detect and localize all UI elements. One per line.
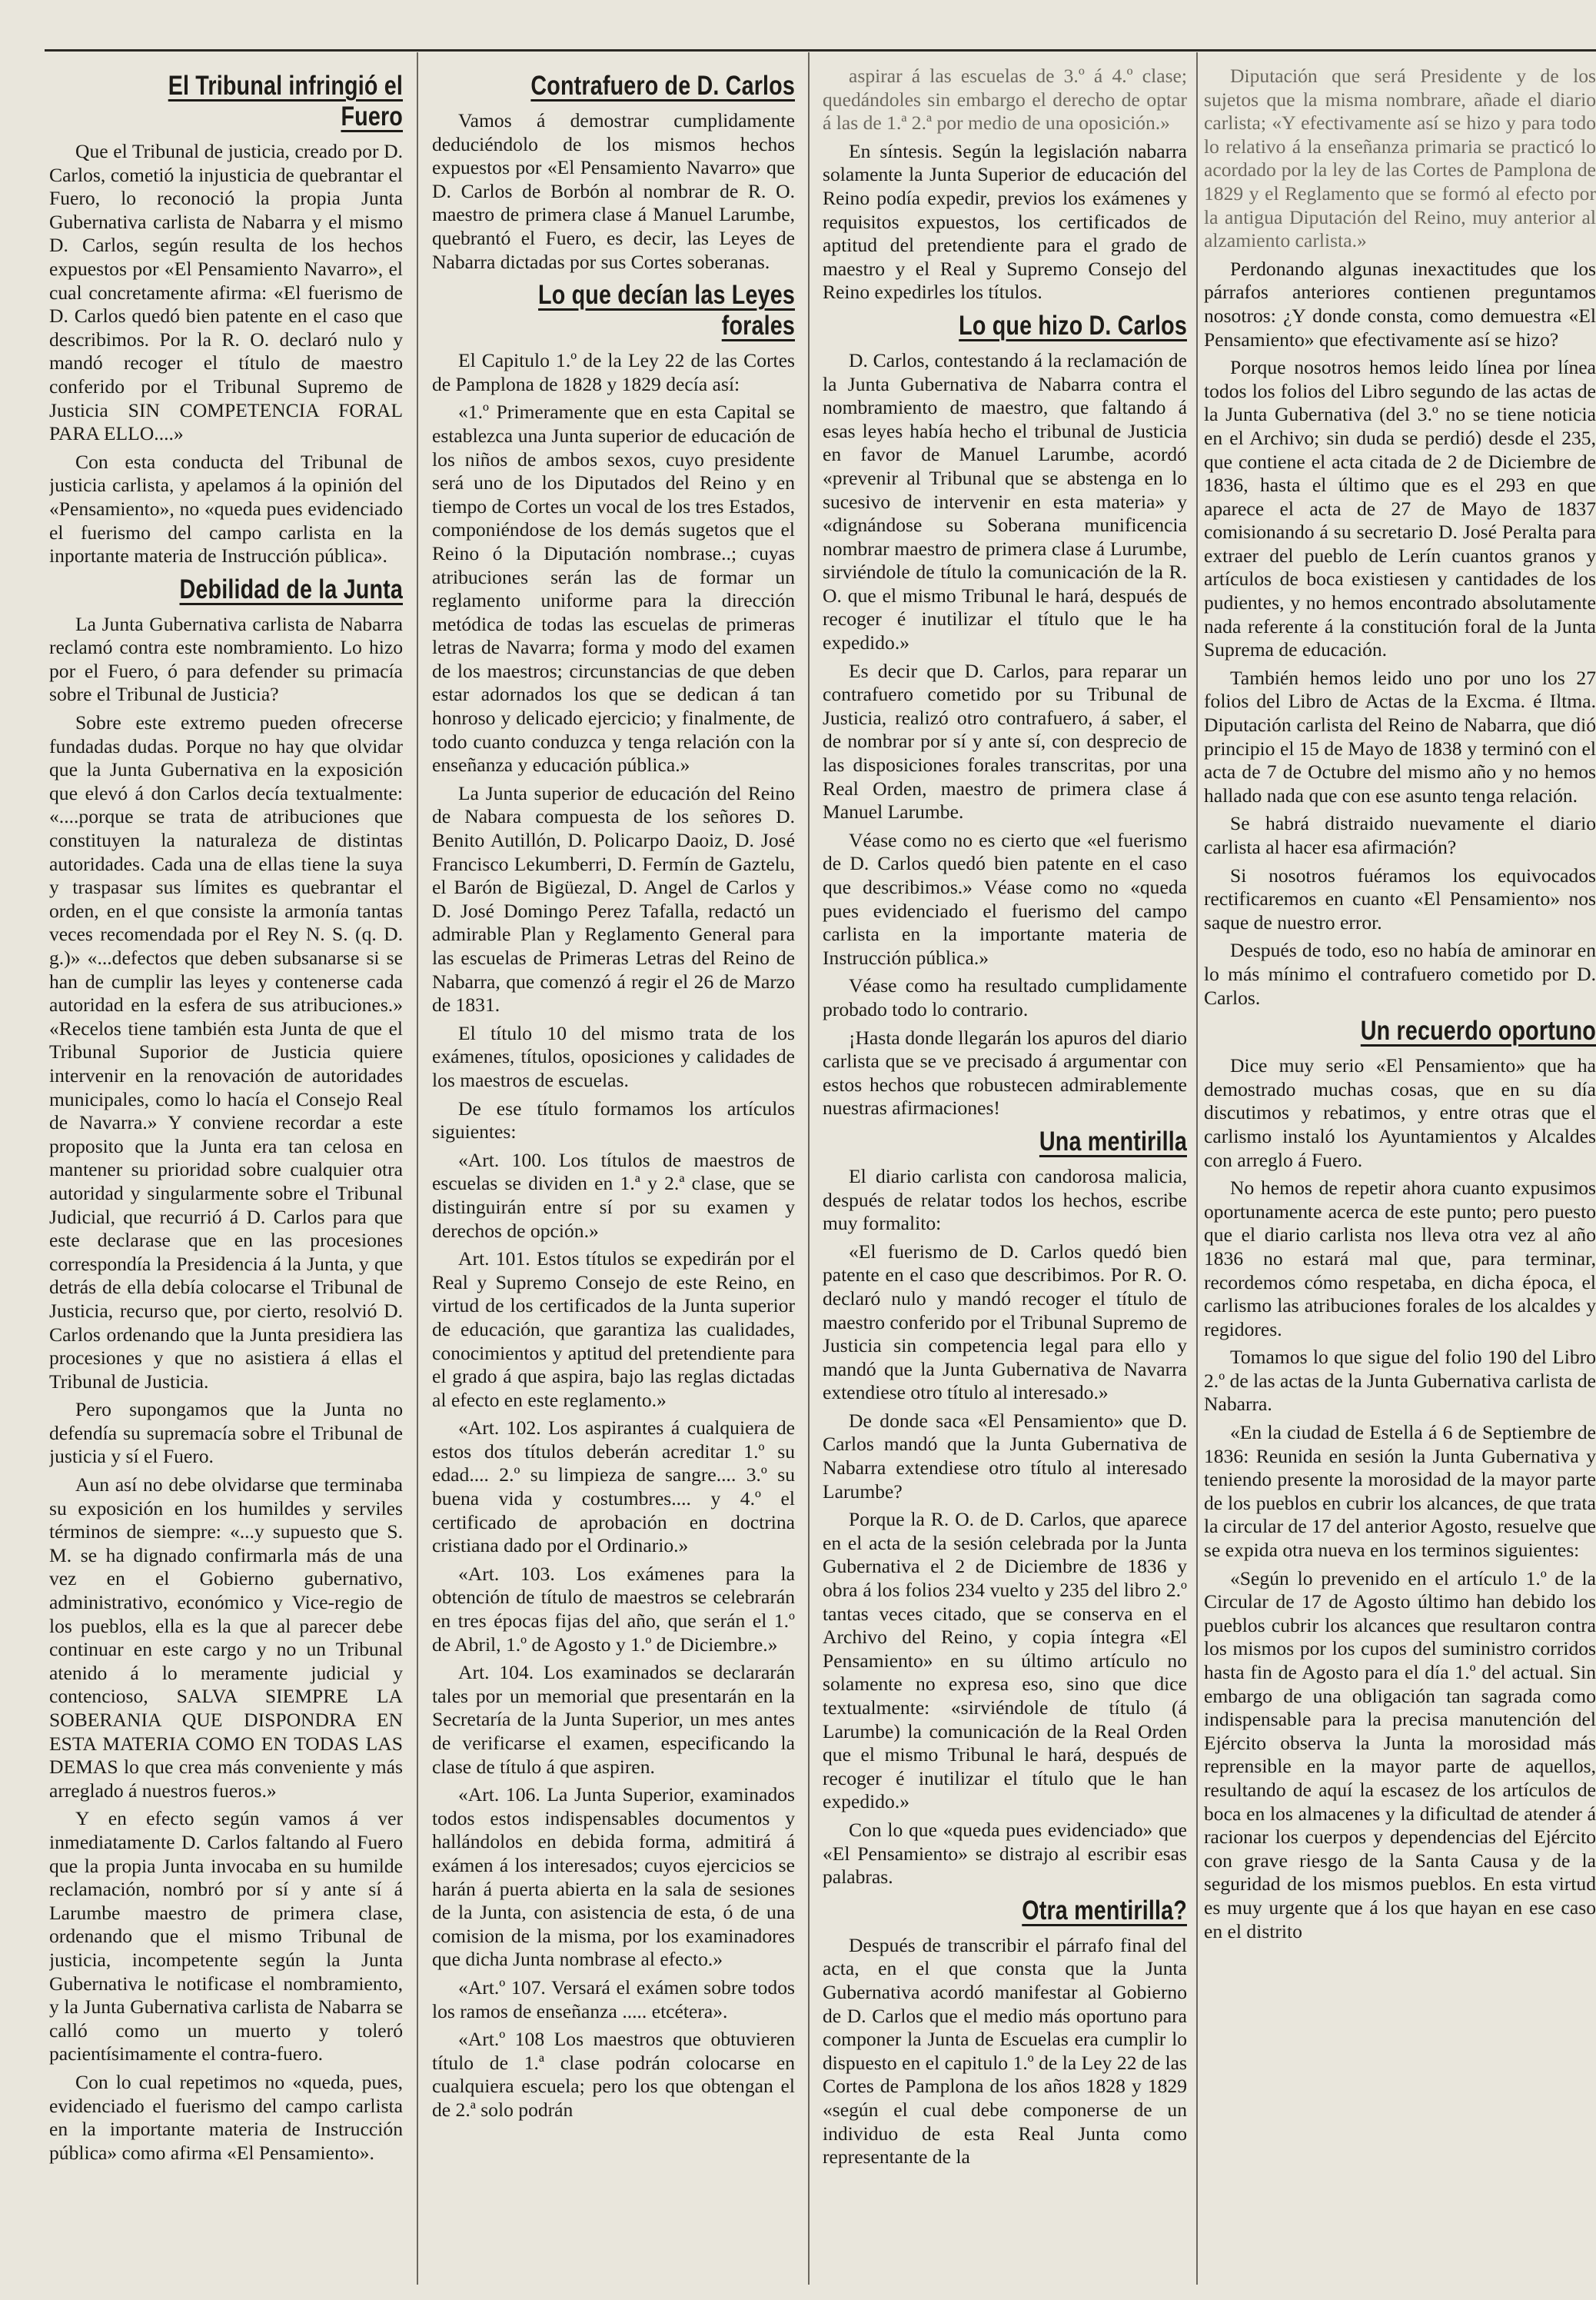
paragraph: Art. 104. Los examinados se declararán tales por un memorial que presentarán en la Secretaría de la Junta Superior, un mes antes de verificarse el examen, especificando la clase de título á que aspiren. xyxy=(432,1661,795,1778)
paragraph: Tomamos lo que sigue del folio 190 del Libro 2.º de las actas de la Junta Gubernativa carlista de Nabarra. xyxy=(1204,1346,1596,1416)
paragraph: En síntesis. Según la legislación nabarra solamente la Junta Superior de educación del Reino podía expedir, previos los exámenes y requisitos expuestos, los certificados de aptitud del pretendiente para el grado de maestro y el Real y Supremo Consejo del Reino expedirles los títulos. xyxy=(823,139,1187,304)
paragraph: Con lo cual repetimos no «queda, pues, evidenciado el fuerismo del campo carlista en la importante materia de Instrucción pública» como afirma «El Pensamiento». xyxy=(49,2070,403,2164)
paragraph: Si nosotros fuéramos los equivocados rectificaremos en cuanto «El Pensamiento» nos saque de nuestro error. xyxy=(1204,864,1596,934)
column-2 xyxy=(432,65,795,2300)
paragraph: Véase como ha resultado cumplidamente probado todo lo contrario. xyxy=(823,974,1187,1020)
paragraph: Y en efecto según vamos á ver inmediatamente D. Carlos faltando al Fuero que la propia Junta invocaba en su humilde reclamación, nombró por sí y ante sí á Larumbe maestro de primera clase, ordenando que el mismo Tribunal de justicia, incompetente según la Junta Gubernativa le notificase el nombramiento, y la Junta Gubernativa carlista de Nabarra se calló como un muerto y toleró pacientísimamente el contra-fuero. xyxy=(49,1807,403,2065)
paragraph: Con esta conducta del Tribunal de justicia carlista, y apelamos á la opinión del «Pensamiento», no «queda pues evidenciado el fuerismo del campo carlista en la inportante materia de Instrucción pública». xyxy=(49,450,403,568)
paragraph: «Art.º 107. Versará el exámen sobre todos los ramos de enseñanza ..... etcétera». xyxy=(432,1975,795,2022)
section-heading: Lo que decían las Leyes forales xyxy=(538,280,795,341)
paragraph: «Art. 103. Los exámenes para la obtención de título de maestros se celebrarán en tres épocas fijas del año, que serán el 1.º de Abril, 1.º de Agosto y 1.º de Diciembre.» xyxy=(432,1562,795,1656)
paragraph: También hemos leido uno por uno los 27 folios del Libro de Actas de la Excma. é Iltma. Diputación carlista del Reino de Nabarra, que dió principio el 15 de Mayo de 1838 y terminó con el acta de 7 de Octubre del mismo año y no hemos hallado nada que con ese asunto tenga relación. xyxy=(1204,666,1596,807)
section-heading: Lo que hizo D. Carlos xyxy=(959,310,1187,341)
paragraph: Es decir que D. Carlos, para reparar un contrafuero cometido por su Tribunal de Justicia, realizó otro contrafuero, á saber, el de nombrar por sí y ante sí, con desprecio de las disposiciones forales transcritas, por una Real Orden, maestro de primera clase á Manuel Larumbe. xyxy=(823,659,1187,824)
column-4 xyxy=(1204,65,1596,2300)
section-heading: Un recuerdo oportuno xyxy=(1360,1016,1596,1047)
column-separator xyxy=(417,52,418,2285)
paragraph: El diario carlista con candorosa malicia, después de relatar todos los hechos, escribe muy formalito: xyxy=(823,1164,1187,1235)
paragraph: Pero supongamos que la Junta no defendía su supremacía sobre el Tribunal de justicia y sí el Fuero. xyxy=(49,1398,403,1468)
paragraph: Diputación que será Presidente y de los sujetos que la misma nombrare, añade el diario carlista; «Y efectivamente así se hizo y para todo lo relativo á la enseñanza primaria se practicó lo acordado por la ley de las Cortes de Pamplona de 1829 y el Reglamento que se formó al efecto por la antigua Diputación del Reino, muy anterior al alzamiento carlista.» xyxy=(1204,65,1596,252)
section-heading: Una mentirilla xyxy=(1039,1126,1187,1157)
paragraph: Sobre este extremo pueden ofrecerse fundadas dudas. Porque no hay que olvidar que la Junta Gubernativa en la exposición que elevó á don Carlos decía textualmente: «....porque se trata de atribuciones que constituyen la naturaleza de distintas autoridades. Cada una de ellas tiene la suya y traspasar sus límites es quebrantar el orden, en el que consiste la armonía tantas veces recomendada por el Rey N. S. (q. D. g.)» «...defectos que deben subsanarse si se han de cumplir las leyes y contenerse cada autoridad en la esfera de sus atribuciones.» «Recelos tiene también esta Junta de que el Tribunal Suporior de Justicia quiere intervenir en la renovación de autoridades municipales, como lo hacía el Consejo Real de Navarra.» Y conviene recordar a este proposito que la Junta era tan celosa en mantener su prioridad sobre cualquier otra autoridad y singularmente sobre el Tribunal Judicial, que recurrió á D. Carlos para que este declarase que en las procesiones correspondía la Presidencia á la Junta, y que detrás de ella debía colocarse el Tribunal de Justicia, recurso que, por cierto, resolvió D. Carlos ordenando que la Junta presidiera las procesiones y que no asistiera á ellas el Tribunal de Justicia. xyxy=(49,711,403,1393)
paragraph: Perdonando algunas inexactitudes que los párrafos anteriores contienen preguntamos nosotros: ¿Y donde consta, como demuestra «El Pensamiento» que efectivamente así se hizo? xyxy=(1204,257,1596,351)
paragraph: aspirar á las escuelas de 3.º á 4.º clase; quedándoles sin embargo el derecho de optar á las de 1.ª 2.ª por medio de una oposición.» xyxy=(823,65,1187,135)
paragraph: «Art. 106. La Junta Superior, examinados todos estos indispensables documentos y hallándolos en debida forma, admitirá á exámen á los interesados; cuyos ejercicios se harán á puerta abierta en la sala de sesiones de la Junta, con asistencia de esta, ó de una comision de la misma, por los examinadores que dicha Junta nombrase al efecto.» xyxy=(432,1783,795,1971)
paragraph: De donde saca «El Pensamiento» que D. Carlos mandó que la Junta Gubernativa de Nabarra extendiese otro título al interesado Larumbe? xyxy=(823,1409,1187,1503)
paragraph: De ese título formamos los artículos siguientes: xyxy=(432,1097,795,1143)
paragraph: «El fuerismo de D. Carlos quedó bien patente en el caso que describimos. Por R. O. declaró nulo y mandó recoger el título de maestro conferido por el Tribunal Supremo de Justicia sin competencia legal para ello y mandó que la Junta Gubernativa de Navarra extendiese otro título al interesado.» xyxy=(823,1240,1187,1404)
paragraph: Después de transcribir el párrafo final del acta, en el que consta que la Junta Gubernativa acordó manifestar al Gobierno de D. Carlos que el medio más oportuno para componer la Junta de Escuelas era cumplir lo dispuesto en el capitulo 1.º de la Ley 22 de las Cortes de Pamplona de los años 1828 y 1829 «según el cual debe componerse de un individuo de esta Real Junta como representante de la xyxy=(823,1933,1187,2169)
section-heading: Contrafuero de D. Carlos xyxy=(530,71,795,101)
paragraph: «Art. 102. Los aspirantes á cualquiera de estos dos títulos deberán acreditar 1.º su edad.... 2.º su limpieza de sangre.... 3.º su buena vida y costumbres.... y 4.º el certificado de aprobación en doctrina cristiana dado por el Ordinario.» xyxy=(432,1416,795,1557)
paragraph: Que el Tribunal de justicia, creado por D. Carlos, cometió la injusticia de quebrantar el Fuero, lo reconoció la propia Junta Gubernativa carlista de Nabarra y el mismo D. Carlos, según resulta de los hechos expuestos por «El Pensamiento Navarro», el cual concretamente afirma: «El fuerismo de D. Carlos quedó bien patente en el caso que describimos. Por la R. O. declaró nulo y mandó recoger el título de maestro conferido por el Tribunal Supremo de Justicia SIN COMPETENCIA FORAL PARA ELLO....» xyxy=(49,140,403,445)
column-1 xyxy=(49,65,403,2300)
paragraph: Porque la R. O. de D. Carlos, que aparece en el acta de la sesión celebrada por la Junta Gubernativa el 2 de Diciembre de 1836 y obra á los folios 234 vuelto y 235 del libro 2.º tantas veces citado, que se conserva en el Archivo del Reino, y copia íntegra «El Pensamiento» en su último artículo no solamente no expresa eso, sino que dice textualmente: «sirviéndole de título (á Larumbe) la comunicación de la Real Orden que el mismo Tribunal le hará, después de recoger é inutilizar el título que le han expedido.» xyxy=(823,1508,1187,1813)
column-separator xyxy=(808,52,810,2285)
paragraph: D. Carlos, contestando á la reclamación de la Junta Gubernativa de Nabarra contra el nombramiento de maestro, que faltando á esas leyes había hecho el tribunal de Justicia en favor de Manuel Larumbe, acordó «prevenir al Tribunal que se abstenga en lo sucesivo de intervenir en esta materia» y «dignándose su Soberana munificencia nombrar maestro de primera clase á Lurumbe, sirviéndole de título la comunicación de la R. O. que el mismo Tribunal le hará, después de recoger é inutilizar el título que le ha expedido.» xyxy=(823,348,1187,654)
top-rule xyxy=(45,49,1596,52)
paragraph: El Capitulo 1.º de la Ley 22 de las Cortes de Pamplona de 1828 y 1829 decía así: xyxy=(432,349,795,395)
paragraph: Dice muy serio «El Pensamiento» que ha demostrado muchas cosas, que en su día discutimos y rebatimos, y entre otras que el carlismo instaló los Ayuntamientos y Alcaldes con arreglo á Fuero. xyxy=(1204,1054,1596,1171)
paragraph: Después de todo, eso no había de aminorar en lo más mínimo el contrafuero cometido por D. Carlos. xyxy=(1204,939,1596,1009)
column-separator xyxy=(1196,52,1198,2285)
paragraph: El título 10 del mismo trata de los exámenes, títulos, oposiciones y calidades de los maestros de escuelas. xyxy=(432,1021,795,1091)
paragraph: Se habrá distraido nuevamente el diario carlista al hacer esa afirmación? xyxy=(1204,812,1596,858)
paragraph: Con lo que «queda pues evidenciado» que «El Pensamiento» se distrajo al escribir esas palabras. xyxy=(823,1818,1187,1889)
paragraph: «Art.º 108 Los maestros que obtuvieren título de 1.ª clase podrán colocarse en cualquiera escuela; pero los que obtengan el de 2.ª solo podrán xyxy=(432,2028,795,2121)
paragraph: Art. 101. Estos títulos se expedirán por el Real y Supremo Consejo de este Reino, en virtud de los certificados de la Junta superior de educación, que garantiza las cualidades, conocimientos y aptitud del pretendiente para el grado á que aspira, bajo las reglas dictadas al efecto en este reglamento.» xyxy=(432,1247,795,1411)
paragraph: No hemos de repetir ahora cuanto expusimos oportunamente acerca de este punto; pero puesto que el diario carlista nos lleva otra vez al año 1836 no estará mal que, para terminar, recordemos cómo respetaba, en dicha época, el carlismo las atribuciones forales de los alcaldes y regidores. xyxy=(1204,1177,1596,1340)
paragraph: «1.º Primeramente que en esta Capital se establezca una Junta superior de educación de los niños de ambos sexos, cuyo presidente será uno de los Diputados del Reino y en tiempo de Cortes un vocal de los tres Estados, componiéndose de los demás sugetos que el Reino ó la Diputación nombrase..; cuyas atribuciones serán las de formar un reglamento uniforme para la dirección metódica de todas las escuelas de primeras letras de Navarra; forma y modo del examen de los maestros; circunstancias de que deben estar adornados los que se dedican á tan honroso y delicado ejercicio; y finalmente, de todo cuanto conduzca y tenga relación con la enseñanza y educación pública.» xyxy=(432,401,795,777)
paragraph: Vamos á demostrar cumplidamente deduciéndolo de los mismos hechos expuestos por «El Pensamiento Navarro» que D. Carlos de Borbón al nombrar de R. O. maestro de primera clase á Manuel Larumbe, quebrantó el Fuero, es decir, las Leyes de Nabarra dictadas por sus Cortes soberanas. xyxy=(432,109,795,273)
section-heading: Debilidad de la Junta xyxy=(179,574,403,604)
paragraph: «Art. 100. Los títulos de maestros de escuelas se dividen en 1.ª y 2.ª clase, que se distinguirán entre sí por su examen y derechos de opción.» xyxy=(432,1148,795,1242)
paragraph: «En la ciudad de Estella á 6 de Septiembre de 1836: Reunida en sesión la Junta Gubernativa y teniendo presente la morosidad de la mayor parte de los pueblos en cubrir los alcances, de que trata la circular de 17 del anterior Agosto, resuelve que se expida otra nueva en los terminos siguientes: xyxy=(1204,1421,1596,1562)
section-heading: El Tribunal infringió el Fuero xyxy=(168,71,403,131)
paragraph: ¡Hasta donde llegarán los apuros del diario carlista que se ve precisado á argumentar con estos hechos que robustecen admirablemente nuestras afirmaciones! xyxy=(823,1026,1187,1120)
paragraph: La Junta Gubernativa carlista de Nabarra reclamó contra este nombramiento. Lo hizo por el Fuero, ó para defender su primacía sobre el Tribunal de Justicia? xyxy=(49,612,403,706)
section-heading: Otra mentirilla? xyxy=(1022,1895,1187,1926)
paragraph: Porque nosotros hemos leido línea por línea todos los folios del Libro segundo de las actas de la Junta Gubernativa (del 3.º no se tiene noticia en el Archivo; sin duda se perdió) desde el 235, que contiene el acta citada de 2 de Diciembre de 1836, hasta el último que es el 293 en que aparece el acta de 27 de Mayo de 1837 comisionando á su secretario D. José Peralta para extraer del pueblo de Lerín cuantos granos y artículos de boca existiesen y cantidades de los pudientes, y no hemos encontrado absolutamente nada referente á la constitución foral de la Junta Suprema de educación. xyxy=(1204,356,1596,661)
paragraph: Véase como no es cierto que «el fuerismo de D. Carlos quedó bien patente en el caso que describimos.» Véase como no «queda pues evidenciado el fuerismo del campo carlista en la importante materia de Instrucción pública.» xyxy=(823,828,1187,969)
paragraph: «Según lo prevenido en el artículo 1.º de la Circular de 17 de Agosto último han debido los pueblos cubrir los alcances que resultaron contra los mismos por los cupos del suministro corridos hasta fin de Agosto para el día 1.º del actual. Sin embargo de una obligación tan sagrada como indispensable para la precisa manutención del Ejército observa la Junta la morosidad más reprensible en la mayor parte de aquellos, resultando de aquí la escasez de los artículos de boca en los almacenes y la dificultad de atender á racionar los cuerpos y dependencias del Ejército con grave riesgo de la Santa Causa y de la seguridad de los mismos pueblos. En esta virtud es muy urgente que á los que hayan en ese caso en el distrito xyxy=(1204,1566,1596,1942)
paragraph: Aun así no debe olvidarse que terminaba su exposición en los humildes y serviles términos de siempre: «...y supuesto que S. M. se ha dignado confirmarla más de una vez en el Gobierno gubernativo, administrativo, económico y Vice-regio de los pueblos, ella es la que al parecer debe continuar en este cargo y no un Tribunal atenido á lo meramente judicial y contencioso, SALVA SIEMPRE LA SOBERANIA QUE DISPONDRA EN ESTA MATERIA COMO EN TODAS LAS DEMAS lo que crea más conveniente y más arreglado á nuestros fueros.» xyxy=(49,1473,403,1802)
paragraph: La Junta superior de educación del Reino de Nabara compuesta de los señores D. Benito Autillón, D. Policarpo Daoiz, D. José Francisco Lekumberri, D. Fermín de Gaztelu, el Barón de Bigüezal, D. Angel de Carlos y D. José Domingo Perez Tafalla, redactó un admirable Plan y Reglamento General para las escuelas de Primeras Letras del Reino de Nabarra, que comenzó á regir el 26 de Marzo de 1831. xyxy=(432,781,795,1017)
column-3 xyxy=(823,65,1187,2300)
